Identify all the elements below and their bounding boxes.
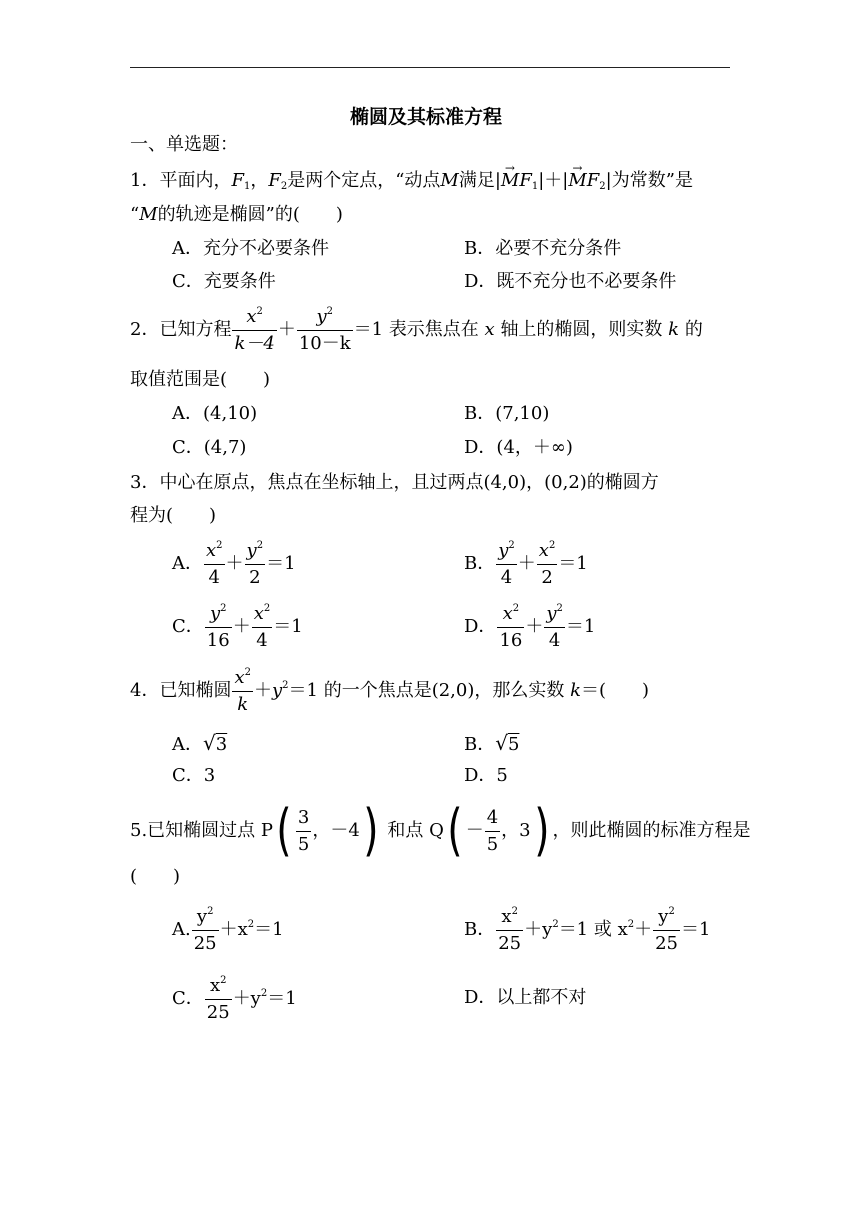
page-title: 椭圆及其标准方程 bbox=[350, 106, 503, 128]
fraction: $\frac{y^2}{10-k}$ bbox=[298, 306, 351, 354]
q1-option-d[interactable]: D．既不充分也不必要条件 bbox=[464, 271, 677, 292]
q5-option-b[interactable]: B． $\frac{x^2}{25}$ $+y^2=1$ 或 $x^2+$ $\frac{y^2}{25}$ ＝1 bbox=[464, 906, 711, 954]
q5-option-a[interactable]: A. $\frac{y^2}{25}$ $+x^2=1$ bbox=[172, 906, 284, 954]
square-root-icon: √ bbox=[495, 731, 508, 755]
q3-option-b[interactable]: B． $\frac{y^2}{4}$ ＋ $\frac{x^2}{2}$ ＝1 bbox=[464, 540, 588, 588]
question-3-line-2: 程为( ) bbox=[130, 505, 217, 526]
q1-option-a[interactable]: A．充分不必要条件 bbox=[172, 238, 329, 259]
q2-option-b[interactable]: B．(7,10) bbox=[464, 403, 550, 424]
q5-option-d[interactable]: D．以上都不对 bbox=[464, 987, 587, 1008]
q2-option-c[interactable]: C．(4,7) bbox=[172, 437, 247, 458]
section-heading: 一、单选题： bbox=[130, 134, 238, 155]
q2-option-a[interactable]: A．(4,10) bbox=[172, 403, 258, 424]
question-4-line-1: 4．已知椭圆 $\frac{x^2}{k}$ $+y^2=1$ 的一个焦点是(2,0)，那么实数 k＝( ) bbox=[130, 667, 650, 715]
square-root-icon: √ bbox=[203, 731, 216, 755]
q4-option-c[interactable]: C．3 bbox=[172, 765, 216, 786]
header-rule bbox=[130, 67, 730, 68]
question-1-line-2: “M的轨迹是椭圆”的( ) bbox=[130, 204, 343, 225]
question-2-line-1: 2．已知方程 $\frac{x^2}{k-4}$ ＋ $\frac{y^2}{10-k}$ ＝1 表示焦点在 x 轴上的椭圆，则实数 k 的 bbox=[130, 306, 703, 354]
q3-option-a[interactable]: A． $\frac{x^2}{4}$ ＋ $\frac{y^2}{2}$ ＝1 bbox=[172, 540, 296, 588]
question-2-line-2: 取值范围是( ) bbox=[130, 369, 271, 390]
q3-option-c[interactable]: C． $\frac{y^2}{16}$ ＋ $\frac{x^2}{4}$ ＝1 bbox=[172, 603, 303, 651]
q1-option-c[interactable]: C．充要条件 bbox=[172, 271, 276, 292]
q3-option-d[interactable]: D． $\frac{x^2}{16}$ ＋ $\frac{y^2}{4}$ ＝1 bbox=[464, 603, 596, 651]
question-3-line-1: 3．中心在原点，焦点在坐标轴上，且过两点(4,0)，(0,2)的椭圆方 bbox=[130, 472, 659, 493]
q4-option-a[interactable]: A．√3 bbox=[172, 731, 228, 755]
q1-option-b[interactable]: B．必要不充分条件 bbox=[464, 238, 622, 259]
question-5-line-2: ( ) bbox=[130, 866, 181, 887]
question-1-line-1: 1．平面内，$F_1$，$F_2$是两个定点，“动点M满足$|MF \to_1|+|MF \to_2|$为常数”是 bbox=[130, 172, 693, 192]
q2-option-d[interactable]: D．(4，＋∞) bbox=[464, 437, 573, 458]
q5-option-c[interactable]: C． $\frac{x^2}{25}$ $+y^2=1$ bbox=[172, 975, 297, 1023]
q4-option-b[interactable]: B．√5 bbox=[464, 731, 520, 755]
question-5-line-1: 5.已知椭圆过点 P( $\frac{3}{5}$ ，－4) 和点 Q( － $\frac{4}{5}$ ，3) ，则此椭圆的标准方程是 bbox=[130, 798, 751, 863]
q4-option-d[interactable]: D．5 bbox=[464, 765, 508, 786]
fraction: $\frac{x^2}{k-4}$ bbox=[234, 306, 275, 354]
